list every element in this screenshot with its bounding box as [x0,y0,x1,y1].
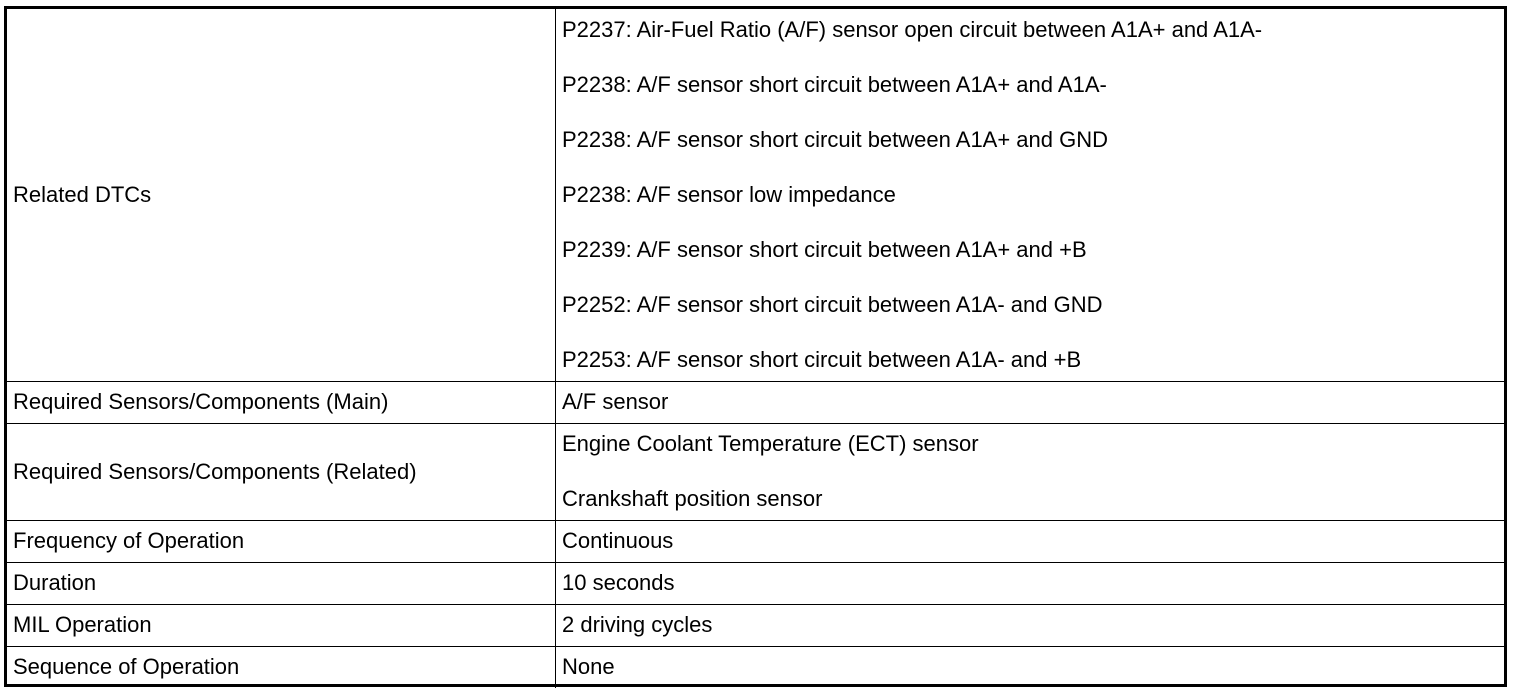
table-row-duration [7,562,1504,604]
dtc-entry: P2253: A/F sensor short circuit between A1A- and +B [562,346,1082,372]
table-row-mil-operation [7,604,1504,646]
row-label: Duration [7,562,556,604]
component-entry: Crankshaft position sensor [562,486,823,511]
dtc-entry: P2238: A/F sensor low impedance [562,181,896,207]
row-value: Continuous [556,520,1505,562]
dtc-entry: P2252: A/F sensor short circuit between A1A- and GND [562,291,1103,317]
table-row-frequency [7,520,1504,562]
row-label: Required Sensors/Components (Related) [7,423,556,520]
row-value [556,423,1505,520]
dtc-entry: P2238: A/F sensor short circuit between A1A+ and A1A- [562,71,1107,97]
table-row-sequence [7,646,1504,688]
component-entry: Engine Coolant Temperature (ECT) sensor [562,431,979,456]
table-row-related-dtcs [7,9,1504,381]
row-label: MIL Operation [7,604,556,646]
row-value: 2 driving cycles [556,604,1505,646]
row-label: Sequence of Operation [7,646,556,688]
spec-table-frame [4,6,1507,687]
row-value: A/F sensor [556,381,1505,423]
dtc-entry: P2237: Air-Fuel Ratio (A/F) sensor open circuit between A1A+ and A1A- [562,16,1263,42]
dtc-entry: P2239: A/F sensor short circuit between A1A+ and +B [562,236,1087,262]
table-row-required-related [7,423,1504,520]
row-label: Required Sensors/Components (Main) [7,381,556,423]
dtc-entry: P2238: A/F sensor short circuit between A1A+ and GND [562,126,1109,152]
row-label: Frequency of Operation [7,520,556,562]
row-label: Related DTCs [7,9,556,381]
row-value: None [556,646,1505,688]
spec-table [7,9,1504,688]
row-value: 10 seconds [556,562,1505,604]
row-value [556,9,1505,381]
table-row-required-main [7,381,1504,423]
